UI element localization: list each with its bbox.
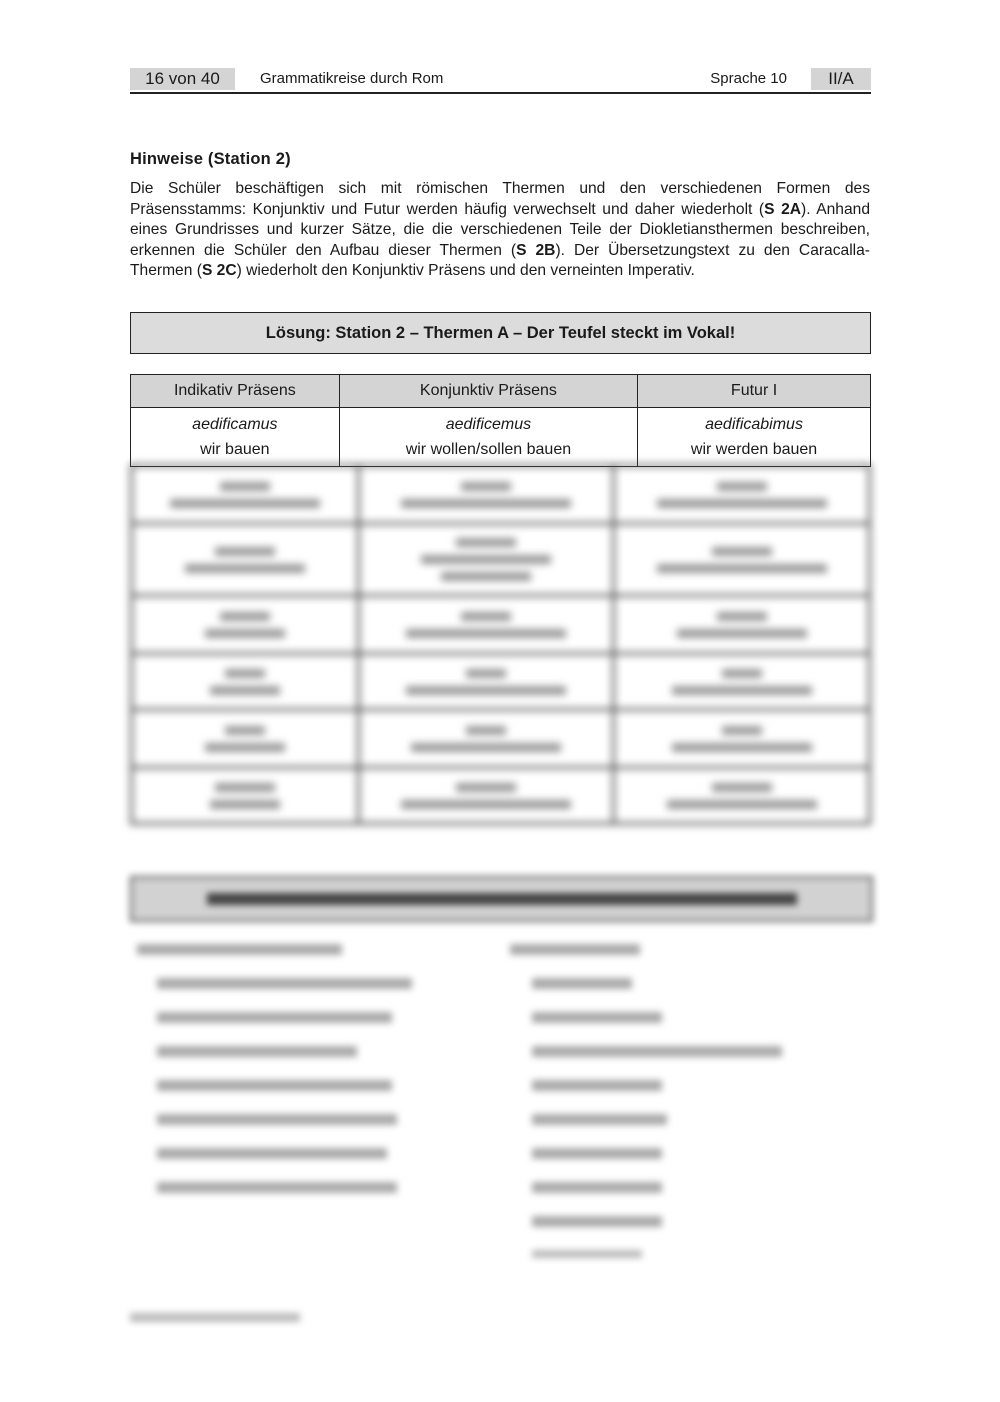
document-title: Grammatikreise durch Rom [260,70,444,87]
table-row [131,408,871,467]
hinweise-text: Die Schüler beschäftigen sich mit römischen Thermen und den verschiedenen Formen des Präsensstamms: Konjunktiv und Futur werden häufig verwechselt und daher wiederholt (S 2A). Anhand eines Grundrisses und kurzer Sätze, die die verschiedenen Teile der Diokletiansthermen beschreiben, erkennen die Schüler den Aufbau dieser Thermen (S 2B). Der Übersetzungstext zu den Caracalla-Thermen (S 2C) wiederholt den Konjunktiv Präsens und den verneinten Imperativ. [130,180,870,279]
german-form: wir wollen/sollen bauen [405,441,572,458]
blurred-answer-list-left [137,944,417,1193]
section-label: II/A [811,68,871,90]
table-header-row [131,375,871,408]
col-indikativ: Indikativ Präsens [131,375,340,408]
ref-s2c: S 2C [201,262,237,279]
blurred-solution-b-title [130,876,873,922]
german-form: wir werden bauen [690,441,818,458]
hinweise-heading: Hinweise (Station 2) [130,150,291,168]
latin-form: aedificabimus [705,416,803,433]
col-futur: Futur I [638,375,871,408]
ref-s2a: S 2A [764,200,802,218]
blurred-table-rows [130,464,871,825]
subject-label: Sprache 10 [710,70,787,87]
blurred-answer-list-right [510,944,810,1258]
solution-a-table [130,374,871,467]
german-form: wir bauen [200,441,270,458]
latin-form: aedificemus [445,416,532,433]
table-cell [339,408,637,467]
blurred-footer [130,1313,300,1322]
page-header [130,68,871,94]
table-cell [638,408,871,467]
table-cell [131,408,340,467]
ref-s2b: S 2B [516,241,556,259]
solution-a-title: Lösung: Station 2 – Thermen A – Der Teufel steckt im Vokal! [130,312,871,354]
col-konjunktiv: Konjunktiv Präsens [339,375,637,408]
page-number: 16 von 40 [130,68,235,90]
latin-form: aedificamus [192,416,278,433]
